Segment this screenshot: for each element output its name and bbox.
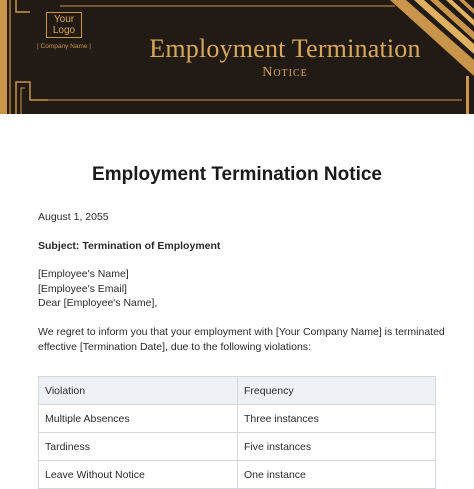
body-line-2: effective [Termination Date], due to the following violations: <box>38 341 311 353</box>
header-violation: Violation <box>39 377 238 405</box>
salutation: Dear [Employee's Name], <box>38 297 158 309</box>
violation-cell: Leave Without Notice <box>39 461 238 489</box>
violations-table <box>38 376 436 489</box>
frequency-cell: Five instances <box>238 433 436 461</box>
violation-cell: Tardiness <box>39 433 238 461</box>
company-logo <box>46 12 82 38</box>
employee-name: [Employee's Name] <box>38 268 129 280</box>
document-title: Employment Termination Notice <box>92 164 382 185</box>
notice-date: August 1, 2055 <box>38 211 109 223</box>
table-row <box>39 405 436 433</box>
frequency-cell: One instance <box>238 461 436 489</box>
logo-line-1: Your <box>53 14 75 25</box>
table-header-row <box>39 377 436 405</box>
logo-line-2: Logo <box>52 25 76 36</box>
banner-title: Employment Termination <box>149 34 421 63</box>
company-name: | Company Name | <box>37 43 91 50</box>
body-line-1: We regret to inform you that your employment with [Your Company Name] is terminated <box>38 326 445 338</box>
subject-line: Subject: Termination of Employment <box>38 240 221 252</box>
employee-email: [Employee's Email] <box>38 283 127 295</box>
header-banner <box>0 0 474 114</box>
header-frequency: Frequency <box>238 377 436 405</box>
banner-subtitle: Notice <box>262 65 308 80</box>
frequency-cell: Three instances <box>238 405 436 433</box>
table-row <box>39 461 436 489</box>
table-row <box>39 433 436 461</box>
violation-cell: Multiple Absences <box>39 405 238 433</box>
